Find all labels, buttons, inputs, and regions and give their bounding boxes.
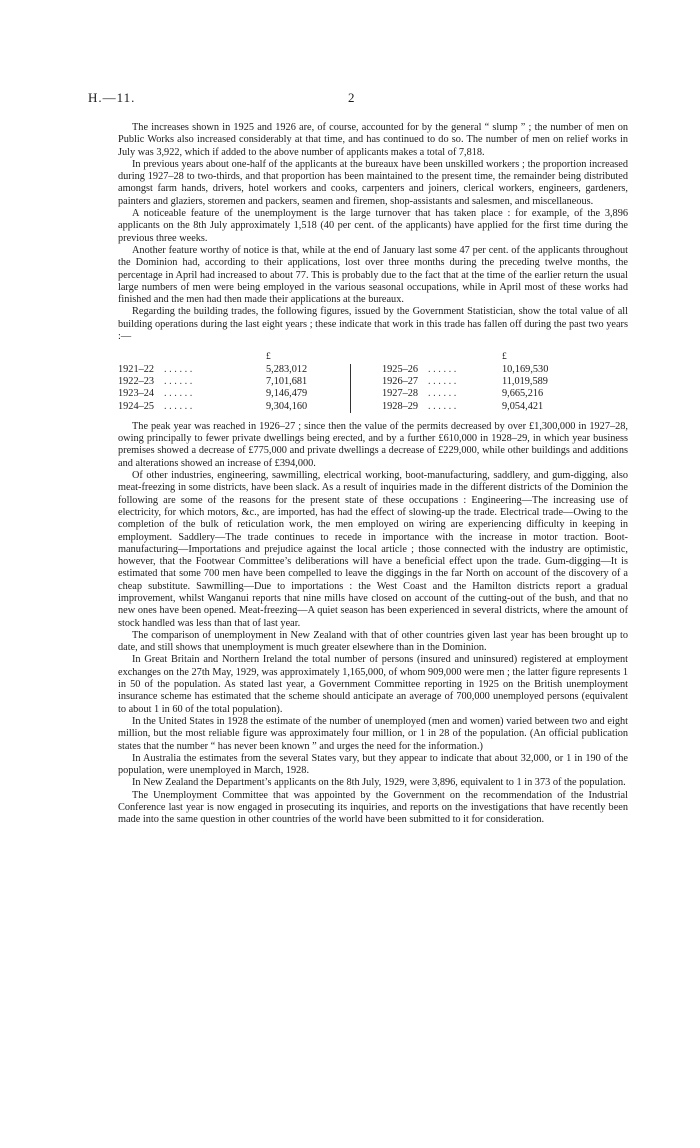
table-row — [118, 364, 582, 376]
paragraph: In Australia the estimates from the several States vary, but they appear to indicate that about 32,000, or 1 in 190 of the population, were unemployed in March, 1928. — [118, 752, 628, 777]
paragraph: The Unemployment Committee that was appointed by the Government on the recommendation of the Industrial Conference last year is now engaged in prosecuting its inquiries, and reports on the investigations that have recently been made into the same question in other countries of the world have been submitted to it for consideration. — [118, 789, 628, 826]
year-cell: 1926–27 — [382, 375, 419, 387]
paragraph: A noticeable feature of the unemployment is the large turnover that has taken place : for example, of the 3,896 applicants on the 8th July approximately 1,518 (40 per cent. of the applicants) have applied for the first time during the previous three weeks. — [118, 208, 628, 244]
value-cell: 9,054,421 — [502, 400, 544, 412]
leader-dots: . . . . . . — [164, 388, 193, 400]
year-cell: 1923–24 — [118, 388, 155, 400]
year-cell: 1928–29 — [382, 400, 419, 412]
value-cell: 11,019,589 — [502, 375, 548, 387]
value-cell: 9,304,160 — [266, 400, 308, 412]
paragraph: In Great Britain and Northern Ireland the total number of persons (insured and uninsured) registered at employment exchanges on the 27th May, 1929, was approximately 1,165,000, of whom 909,000 were men ; the latter figure represents 1 in 50 of the population. As stated last year, a Government Committee reporting in 1925 on the British unemployment insurance scheme has estimated that the scheme should anticipate an average of 700,000 unemployed persons (equivalent to about 1 in 60 of the total population). — [118, 654, 628, 715]
page-number: 2 — [348, 90, 356, 105]
paragraph: The peak year was reached in 1926–27 ; since then the value of the permits decreased by over £1,300,000 in 1927–28, owing principally to fewer private dwellings being erected, and by a further £610,000 in 1928–29, in which year business premises showed a decrease of £775,000 and private dwellings a decrease of £229,000, while other buildings and additions and alterations showed an increase of £394,000. — [118, 420, 628, 469]
year-cell: 1925–26 — [382, 363, 419, 375]
currency-symbol: £ — [502, 352, 507, 363]
leader-dots: . . . . . . — [428, 400, 457, 412]
table-currency-row — [118, 351, 582, 363]
table-row — [118, 401, 582, 413]
value-cell: 9,665,216 — [502, 388, 544, 400]
value-cell: 7,101,681 — [266, 375, 308, 387]
paragraph: The comparison of unemployment in New Zealand with that of other countries given last year has been brought up to date, and still shows that unemployment is much greater elsewhere than in the Dominion. — [118, 629, 628, 654]
leader-dots: . . . . . . — [428, 388, 457, 400]
body-text — [118, 122, 628, 827]
leader-dots: . . . . . . — [164, 363, 193, 375]
leader-dots: . . . . . . — [164, 375, 193, 387]
leader-dots: . . . . . . — [428, 363, 457, 375]
table-row — [118, 376, 582, 388]
year-cell: 1927–28 — [382, 388, 419, 400]
table-row — [118, 388, 582, 400]
leader-dots: . . . . . . — [164, 400, 193, 412]
paragraph: The increases shown in 1925 and 1926 are, of course, accounted for by the general “ slump ” ; the number of men on Public Works also increased considerably at that time, and has continued to do so. The number of men on relief works in July was 3,922, which if added to the above number of applicants makes a total of 7,818. — [118, 122, 628, 158]
value-cell: 5,283,012 — [266, 363, 308, 375]
year-cell: 1921–22 — [118, 363, 155, 375]
paragraph: Regarding the building trades, the following figures, issued by the Government Statistician, show the total value of all building operations during the last eight years ; these indicate that work in this trade has fallen off during the past two years :— — [118, 306, 628, 343]
paragraph: In the United States in 1928 the estimate of the number of unemployed (men and women) varied between two and eight million, but the most reliable figure was approximately four million, or 1 in 28 of the population. (An official publication states that the number “ has never been known ” and urges the need for the information.) — [118, 715, 628, 752]
paragraph: Another feature worthy of notice is that, while at the end of January last some 47 per cent. of the applicants throughout the Dominion had, according to their applications, lost over three months during the preceding twelve months, the percentage in April had increased to about 77. This is probably due to the fact that at the time of the earlier return the usual large numbers of men were being employed in the various seasonal occupations, while in April most of these works had finished and the men had then made their applications at the bureaux. — [118, 244, 628, 306]
paragraph: Of other industries, engineering, sawmilling, electrical working, boot-manufacturing, saddlery, and gum-digging, also meat-freezing in some districts, have been slack. As a result of inquiries made in the different districts of the Dominion the following are some of the reasons for the present state of these occupations : Engineering—The increasing use of electricity, for which motors, &c., are imported, has had the effect of slowing-up the trade. Electrical trade—Owing to the completion of the bulk of reticulation work, the men employed on wiring are experiencing difficulty in keeping in employment. Saddlery—The trade continues to recede in importance with the increase in motor traction. Boot-manufacturing—Importations and prejudice against the local article ; those connected with the industry are optimistic, however, that the Footwear Committee’s deliberations will have a beneficial effect upon the trade. Gum-digging—It is estimated that some 700 men have been compelled to leave the diggings in the far North on account of the discovery of a cheap substitute. Sawmilling—Due to importations : the West Coast and the Hamilton districts report a gradual improvement, whilst Wanganui reports that nine mills have closed on account of the cutting-out of the bush, and that no new ones have been opened. Meat-freezing—A quiet season has been experienced in several districts, where the amount of stock handled was less than that of last year. — [118, 470, 628, 629]
building-value-table — [118, 351, 582, 412]
year-cell: 1924–25 — [118, 400, 155, 412]
currency-symbol: £ — [266, 352, 271, 363]
leader-dots: . . . . . . — [428, 375, 457, 387]
page-header — [80, 90, 626, 108]
paragraph: In previous years about one-half of the applicants at the bureaux have been unskilled workers ; the proportion increased during 1927–28 to two-thirds, and that proportion has been maintained to the present time, the remainder being distributed amongst farm hands, drivers, hotel workers and cooks, carpenters and joiners, clerical workers, engineers, gardeners, painters and glaziers, storemen and packers, seamen and firemen, shop-assistants and salesmen, and miscellaneous. — [118, 158, 628, 207]
report-code: H.—11. — [88, 90, 136, 105]
value-cell: 9,146,479 — [266, 388, 308, 400]
paragraph: In New Zealand the Department’s applicants on the 8th July, 1929, were 3,896, equivalent to 1 in 373 of the population. — [132, 777, 626, 789]
value-cell: 10,169,530 — [502, 363, 549, 375]
year-cell: 1922–23 — [118, 375, 155, 387]
